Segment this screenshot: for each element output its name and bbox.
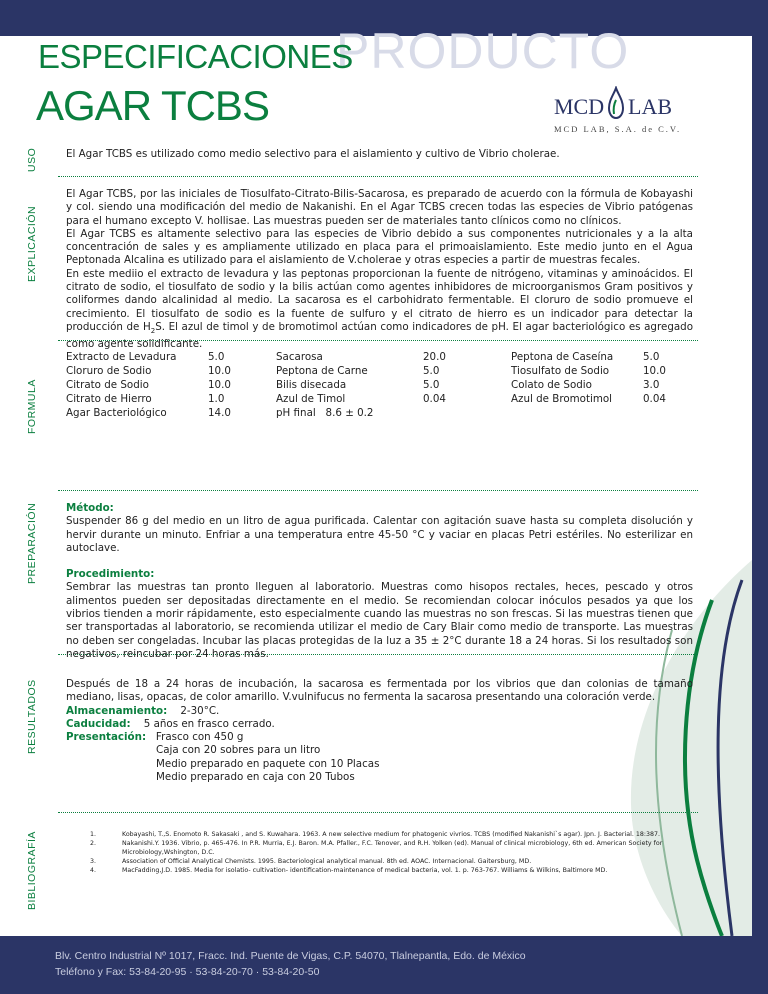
formula-row: Tiosulfato de Sodio 10.0 — [511, 365, 666, 377]
mcd-lab-logo — [550, 86, 680, 136]
formula-row: Agar Bacteriológico 14.0 — [66, 407, 231, 419]
formula-row: Peptona de Caseína 5.0 — [511, 351, 660, 363]
formula-row: Peptona de Carne 5.0 — [276, 365, 440, 377]
bibliography-item: 2. Nakanishi.Y. 1936. Vibrio, p. 465-476. In P.R. Murria, E.J. Baron. M.A. Pfaller., F.C. Tenover, and R.H. Yolken (ed). Manual of clinical microbiology, 6th ed. American Society for Microbiology,Wshington, D.C. — [90, 840, 663, 856]
watermark-producto: PRODUCTO — [336, 23, 630, 79]
logo-mcd: MCD — [554, 94, 605, 119]
formula-row: Extracto de Levadura 5.0 — [66, 351, 225, 363]
bibliography-list — [90, 830, 730, 875]
bibliography-item: 4. MacFadding,J.D. 1985. Media for isolatio- cultivation- identification-maintenance of medical bacteria, vol. 1. p. 763-767. Williams & Wilkins, Baltimore MD. — [90, 867, 608, 874]
almacenamiento-line: Almacenamiento: 2-30°C. — [66, 704, 220, 717]
footer-phone: Teléfono y Fax: 53-84-20-95 · 53-84-20-70 · 53-84-20-50 — [55, 966, 320, 978]
section-label-bibliografia: BIBLIOGRAFÍA — [26, 831, 38, 910]
right-edge-bar — [752, 0, 768, 994]
procedimiento-heading: Procedimiento: — [66, 568, 155, 581]
formula-row: Sacarosa 20.0 — [276, 351, 446, 363]
caducidad-line: Caducidad: 5 años en frasco cerrado. — [66, 717, 275, 730]
explicacion-paragraph: En este mediio el extracto de levadura y las peptonas proporcionan la fuente de nitrógeno, vitaminas y aminoácidos. El citrato de sodio, el tiosulfato de sodio y la bilis actúan como agentes inhibidores de microorganismos Gram positivos y coliformes dando alcalinidad al medio. La sacarosa es el carbohidrato fermentable. El cloruro de sodio promueve el crecimiento. El tiosulfato de sodio es la fuente de sulfuro y el citrato de hierro es un indicador para detectar la producción de $H_2S$. El azul de timol y de bromotimol actúan como indicadores de pH. El agar bacteriológico es agregado como agente solidificante. — [66, 267, 693, 351]
formula-row: Citrato de Hierro 1.0 — [66, 393, 225, 405]
section-label-formula: FORMULA — [26, 379, 38, 434]
formula-column-2 — [276, 350, 483, 420]
formula-row: Azul de Bromotimol 0.04 — [511, 393, 666, 405]
formula-row: Colato de Sodio 3.0 — [511, 379, 660, 391]
footer — [0, 936, 768, 994]
page-title: AGAR TCBS — [36, 82, 269, 129]
divider — [58, 490, 698, 491]
logo-lab: LAB — [628, 94, 672, 119]
section-label-preparacion: PREPARACIÓN — [26, 502, 38, 584]
formula-row: Azul de Timol 0.04 — [276, 393, 446, 405]
explicacion-paragraph: El Agar TCBS, por las iniciales de Tiosulfato-Citrato-Bilis-Sacarosa, es preparado de acuerdo con la fórmula de Kobayashi y col. siendo una modificación del medio de Nakanishi. En el Agar TCBS crecen todas las especies de Vibrio patógenas para el humano excepto V. hollisae. Las muestras pueden ser de materiales tanto clínicos como no clínicos. — [66, 188, 693, 227]
metodo-heading: Método: — [66, 502, 114, 514]
footer-address: Blv. Centro Industrial Nº 1017, Fracc. Ind. Puente de Vigas, C.P. 54070, Tlalnepantla, Edo. de México — [55, 950, 526, 962]
procedimiento-text: Sembrar las muestras tan pronto lleguen al laboratorio. Muestras como hisopos rectales, heces, pescado y otros alimentos pueden ser depositadas directamente en el medio. Se recomiendan colocar inóculos pesados ya que los vibrios tienden a morir rápidamente, esto especialmente cuando las muestras no son frescas. Si las muestras tienen que ser transportadas al laboratorio, se recomienda utilizar el medio de Cary Blair como medio de transporte. Las muestras no deben ser congeladas. Incubar las placas protegidas de la luz a 35 ± 2°C durante 18 a 24 horas. Si los resultados son negativos, reincubar por 24 horas más. — [66, 581, 693, 660]
formula-row: pH final 8.6 ± 0.2 — [276, 407, 374, 419]
metodo-text: Suspender 86 g del medio en un litro de agua purificada. Calentar con agitación suave hasta su completa disolución y hervir durante un minuto. Enfriar a una temperatura entre 45-50 °C y vaciar en placas Petri estériles. No esterilizar en autoclave. — [66, 515, 693, 554]
explicacion-text — [66, 188, 693, 352]
section-label-explicacion: EXPLICACIÓN — [26, 205, 38, 282]
bibliography-item: 3. Association of Official Analytical Chemists. 1995. Bacteriological analytical manual. 8th ed. AOAC. Internacional. Gaitersburg, MD. — [90, 858, 532, 865]
bibliography-item: 1. Kobayashi, T.,S. Enomoto R. Sakasaki , and S. Kuwahara. 1963. A new selective medium for phatogenic vivrios. TCBS (modified Nakanishi`s agar). Jpn. J. Bacterial. 18:387. — [90, 831, 660, 838]
especificaciones-heading: ESPECIFICACIONES — [38, 38, 353, 75]
presentacion-item: Caja con 20 sobres para un litro — [156, 744, 321, 757]
presentacion-line: Presentación: Frasco con 450 g — [66, 731, 244, 744]
presentacion-item: Medio preparado en caja con 20 Tubos — [156, 771, 355, 784]
divider — [58, 812, 698, 813]
resultados-text: Después de 18 a 24 horas de incubación, la sacarosa es fermentada por los vibrios que dan colonias de tamaño mediano, lisas, opacas, de color amarillo. V.vulnifucus no fermenta la sacarosa presentando una coloración verde. — [66, 678, 693, 704]
preparacion-block — [66, 502, 693, 661]
formula-row: Citrato de Sodio 10.0 — [66, 379, 231, 391]
formula-column-3 — [511, 350, 703, 406]
formula-column-1 — [66, 350, 268, 420]
logo-company: MCD LAB, S.A. de C.V. — [554, 124, 682, 134]
presentacion-item: Medio preparado en paquete con 10 Placas — [156, 757, 380, 770]
resultados-block — [66, 678, 693, 784]
divider — [58, 176, 698, 177]
formula-row: Bilis disecada 5.0 — [276, 379, 440, 391]
explicacion-paragraph: El Agar TCBS es altamente selectivo para las especies de Vibrio debido a sus componentes nutricionales y a la alta concentración de sales y es ampliamente utilizado en placa para el primoaislamiento. Este medio junto en el Agua Peptonada Alcalina es utilizado para el aislamiento de V.cholerae y otras especies a partir de muestras fecales. — [66, 227, 693, 267]
section-label-uso: USO — [26, 147, 38, 172]
flask-icon — [605, 86, 627, 122]
section-label-resultados: RESULTADOS — [26, 679, 38, 754]
formula-row: Cloruro de Sodio 10.0 — [66, 365, 231, 377]
uso-text: El Agar TCBS es utilizado como medio selectivo para el aislamiento y cultivo de Vibrio cholerae. — [66, 148, 560, 160]
